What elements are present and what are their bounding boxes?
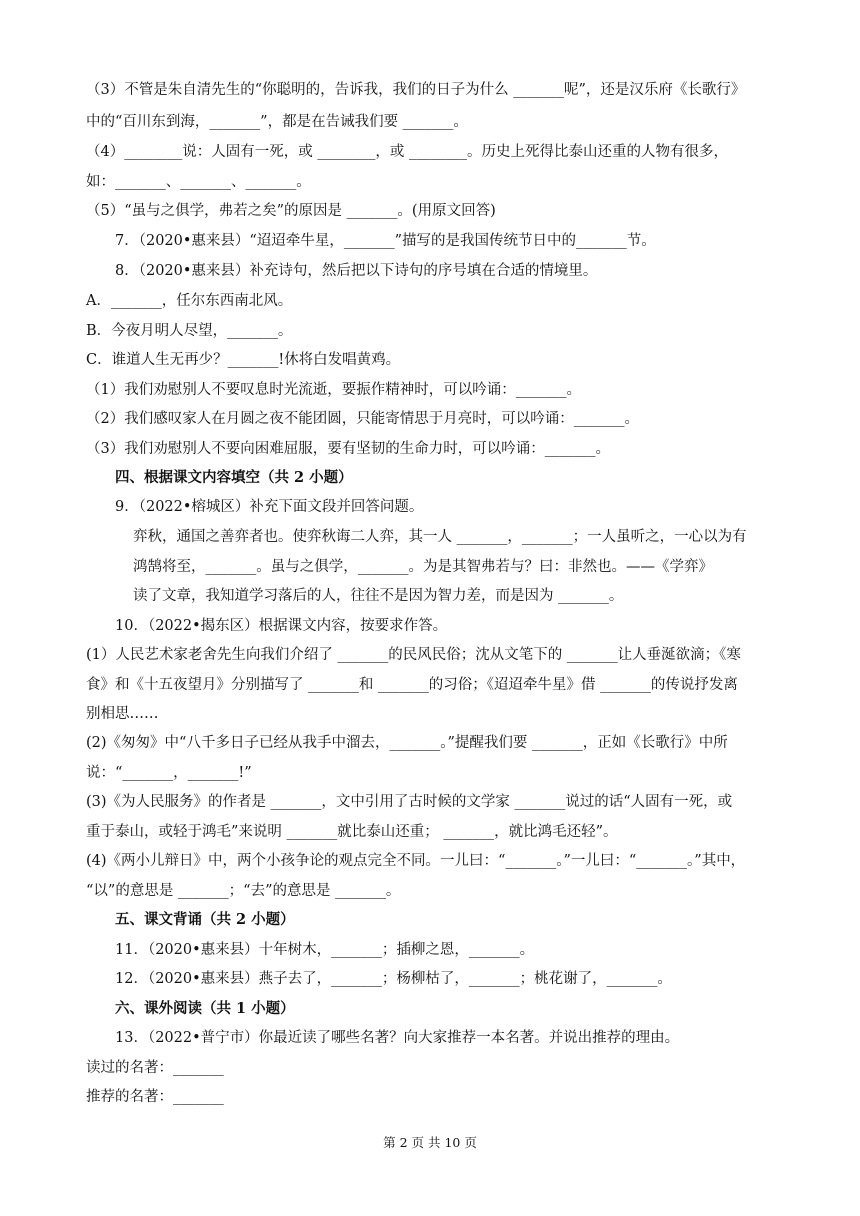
q10-1-line3: 别相思…… [86, 706, 159, 722]
books-read-line: 读过的名著：_______ [86, 1060, 224, 1076]
question-13: 13．（2022•普宁市）你最近读了哪些名著？向大家推荐一本名著。并说出推荐的理由。 [115, 1030, 680, 1046]
section-4-heading: 四、根据课文内容填空（共 2 小题） [115, 469, 353, 486]
question-10: 10．（2022•揭东区）根据课文内容，按要求作答。 [115, 618, 448, 634]
q10-1-line2: 食》和《十五夜望月》分别描写了 _______和 _______的习俗；《迢迢牵牛星》借 _______的传说抒发离 [86, 677, 738, 693]
q6-4-line1: （4）________说：人固有一死，或 ________，或 ________。历史上死得比泰山还重的人物有很多， [86, 144, 728, 160]
q8-situation-2: （2）我们感叹家人在月圆之夜不能团圆，只能寄情思于月亮时，可以吟诵：_______。 [86, 411, 639, 427]
q8-option-c: C．谁道人生无再少？_______!休将白发唱黄鸡。 [86, 352, 401, 368]
question-8: 8．（2020•惠来县）补充诗句，然后把以下诗句的序号填在合适的情境里。 [115, 263, 598, 279]
q6-5: （5）“虽与之俱学，弗若之矣”的原因是 _______。(用原文回答) [86, 203, 496, 219]
section-5-heading: 五、课文背诵（共 2 小题） [115, 911, 295, 928]
q9-question: 读了文章，我知道学习落后的人，往往不是因为智力差，而是因为 _______。 [133, 588, 624, 604]
section-6-heading: 六、课外阅读（共 1 小题） [115, 1000, 295, 1017]
q10-3-line1: (3)《为人民服务》的作者是 _______，文中引用了古时候的文学家 _______说过的话“人固有一死，或 [86, 794, 733, 810]
q6-3-line1: （3）不管是朱自清先生的“你聪明的，告诉我，我们的日子为什么 _______呢”，还是汉乐府《长歌行》 [86, 82, 746, 98]
q10-3-line2: 重于泰山，或轻于鸿毛”来说明 _______就比泰山还重； _______，就比鸿毛还轻”。 [86, 824, 618, 840]
q9-passage-line2: 鸿鹄将至，_______。虽与之俱学，_______。为是其智弗若与？曰：非然也。——《学弈》 [133, 559, 713, 575]
question-11: 11．（2020•惠来县）十年树木，_______；插柳之恩，_______。 [115, 942, 535, 958]
q8-option-b: B．今夜月明人尽望，_______。 [86, 323, 293, 339]
recommended-book-line: 推荐的名著：_______ [86, 1089, 224, 1105]
q9-passage-line1: 弈秋，通国之善弈者也。使弈秋诲二人弈，其一人 _______，_______；一人虽听之，一心以为有 [133, 529, 747, 545]
question-7: 7．（2020•惠来县）“迢迢牵牛星，_______”描写的是我国传统节日中的_______节。 [115, 233, 656, 249]
question-12: 12．（2020•惠来县）燕子去了，_______；杨柳枯了，_______；桃花谢了，_______。 [115, 971, 672, 987]
q10-4-line2: “以”的意思是 _______；“去”的意思是 _______。 [86, 883, 401, 899]
q10-2-line1: (2)《匆匆》中“八千多日子已经从我手中溜去，_______。”提醒我们要 _______，正如《长歌行》中所 [86, 735, 728, 751]
q6-3-line2: 中的“百川东到海，_______”，都是在告诫我们要 _______。 [86, 114, 468, 130]
q8-situation-1: （1）我们劝慰别人不要叹息时光流逝，要振作精神时，可以吟诵：_______。 [86, 382, 581, 398]
page-footer: 第 2 页 共 10 页 [383, 1135, 477, 1150]
q6-4-line2: 如：_______、_______、_______。 [86, 174, 311, 190]
q10-4-line1: (4)《两小儿辩日》中，两个小孩争论的观点完全不同。一儿曰：“_______。”一儿曰：“_______。”其中， [86, 853, 746, 869]
q10-2-line2: 说：“_______，_______!” [86, 765, 252, 781]
question-9: 9．（2022•榕城区）补充下面文段并回答问题。 [115, 499, 424, 515]
q10-1-line1: (1）人民艺术家老舍先生向我们介绍了 _______的民风民俗；沈从文笔下的 _______让人垂涎欲滴；《寒 [86, 647, 741, 663]
q8-situation-3: （3）我们劝慰别人不要向困难屈服，要有坚韧的生命力时，可以吟诵：_______。 [86, 441, 610, 457]
q8-option-a: A．_______，任尔东西南北风。 [86, 293, 293, 309]
